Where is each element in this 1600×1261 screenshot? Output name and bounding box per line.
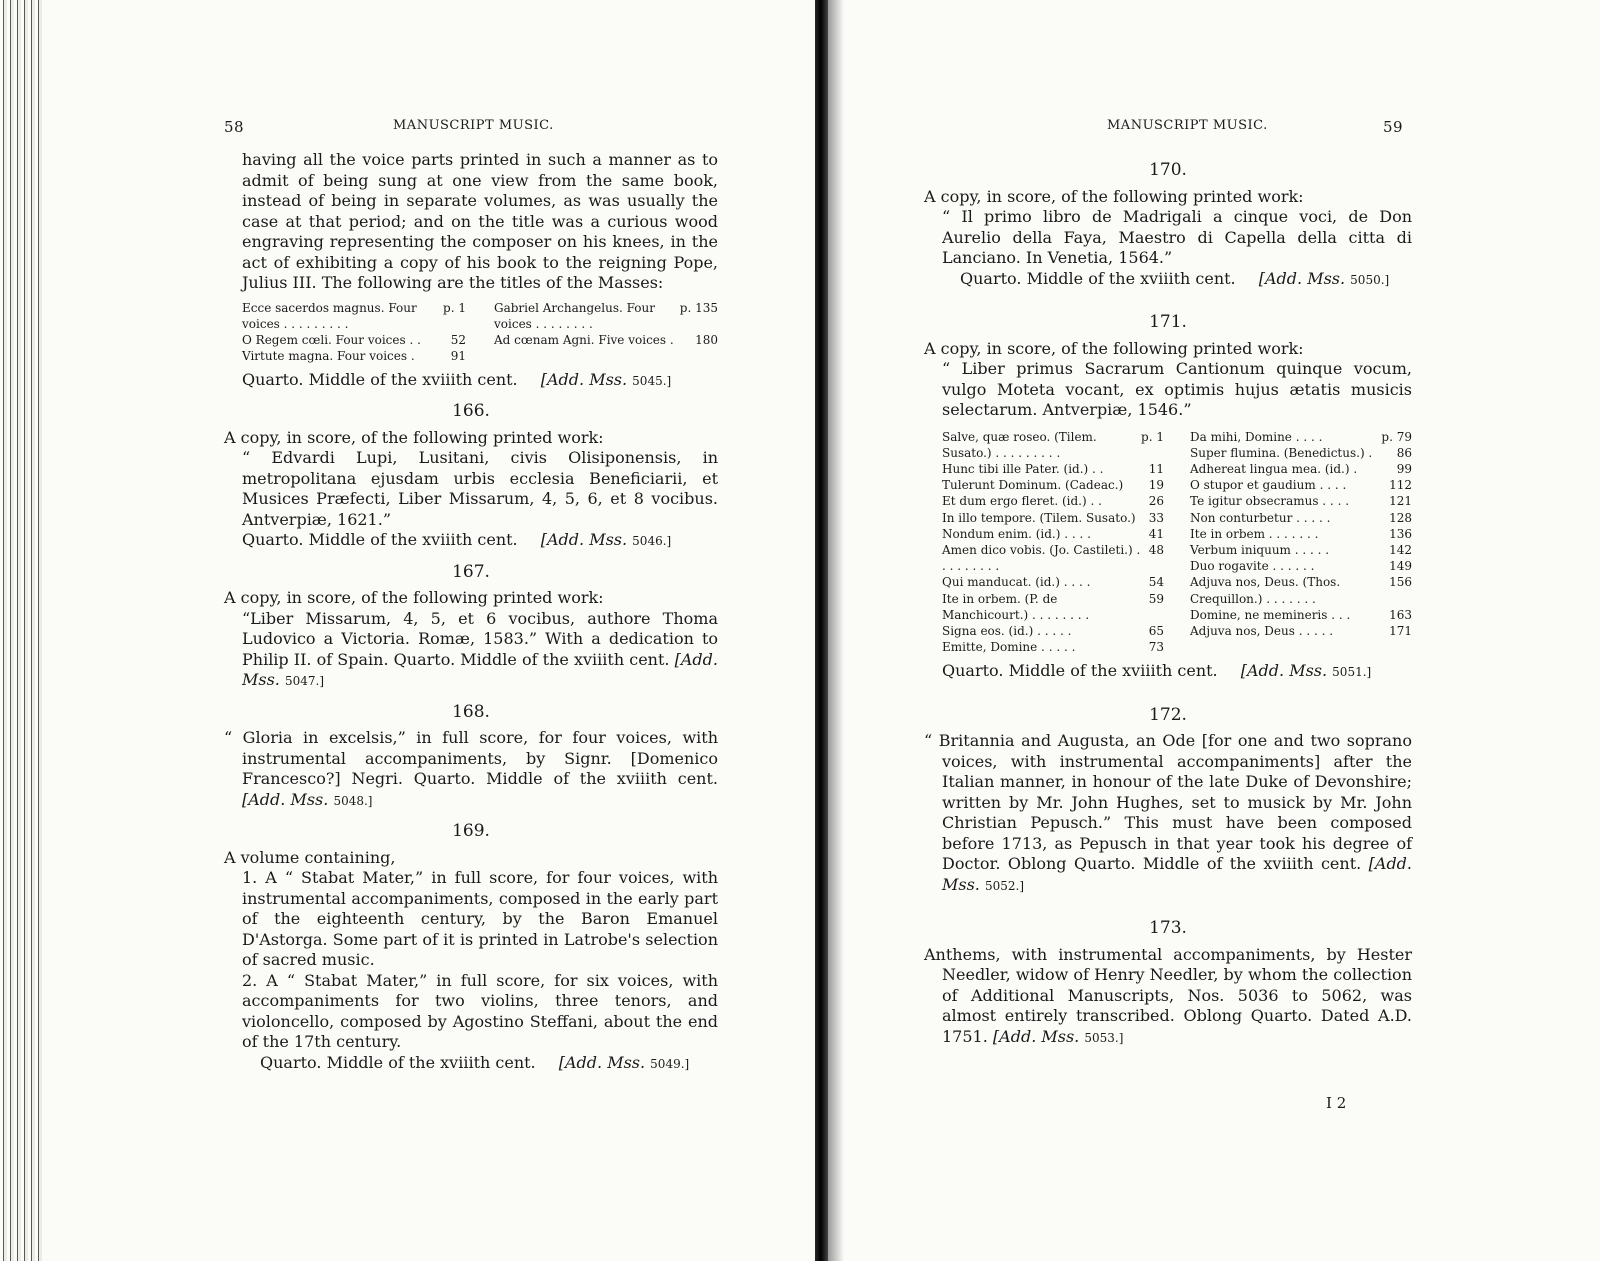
- ms-ref: [Add. Mss.: [242, 649, 718, 689]
- entry-number-168: 168.: [452, 701, 490, 722]
- cantio-title: Amen dico vobis. (Jo. Castileti.) . . . . . . . . .: [942, 542, 1141, 574]
- cantio-item: [942, 461, 1164, 477]
- cantio-title: Signa eos. (id.) . . . . .: [942, 623, 1072, 638]
- entry-quote: [224, 609, 718, 692]
- ms-ref: [Add. Mss.: [558, 1052, 646, 1072]
- cantio-item: [942, 429, 1164, 461]
- left-page-number: 58: [224, 118, 245, 136]
- mass-item: [242, 348, 466, 364]
- cantio-title: Hunc tibi ille Pater. (id.) . .: [942, 461, 1104, 476]
- cantio-item: [1190, 526, 1412, 542]
- mass-page: 52: [450, 332, 466, 347]
- cantiones-list: [924, 429, 1412, 656]
- cantio-page: 86: [1396, 445, 1412, 460]
- cantio-item: [942, 591, 1164, 623]
- cantio-page: 121: [1389, 494, 1412, 509]
- cantio-page: 59: [1148, 591, 1164, 606]
- page-edge-shadow: [0, 0, 42, 1261]
- cantio-page: 73: [1148, 640, 1164, 655]
- cantio-page: 33: [1148, 510, 1164, 525]
- closing-text: Quarto. Middle of the xviiith cent.: [242, 369, 518, 389]
- entry-lead: A copy, in score, of the following printed work:: [224, 427, 604, 447]
- cantio-page: 156: [1389, 575, 1412, 590]
- masses-list: [224, 300, 718, 364]
- entry-166: [224, 428, 718, 552]
- cantio-item: [1190, 493, 1412, 509]
- ms-ref-number: 5049.]: [650, 1056, 690, 1071]
- entry-number-173: 173.: [1149, 918, 1187, 939]
- closing-text: Quarto. Middle of the xviiith cent.: [260, 1052, 536, 1072]
- ms-ref-number: 5045.]: [632, 373, 672, 388]
- closing-text: Quarto. Middle of the xviiith cent.: [242, 530, 518, 549]
- entry-closing: [224, 530, 718, 552]
- cantio-item: [942, 623, 1164, 639]
- cantio-item: [942, 542, 1164, 574]
- cantio-title: Emitte, Domine . . . . .: [942, 640, 1076, 655]
- cantio-page: 136: [1389, 526, 1412, 541]
- cantio-title: Salve, quæ roseo. (Tilem. Susato.) . . . . . . . . .: [942, 429, 1097, 460]
- ms-ref-number: 5046.]: [632, 534, 672, 548]
- entry-quote: “ Il primo libro de Madrigali a cinque voci, de Don Aurelio della Faya, Maestro di Capella della citta di Lanciano. In Venetia, 1564.”: [942, 207, 1412, 267]
- cantio-title: In illo tempore. (Tilem. Susato.): [942, 510, 1136, 525]
- cantio-item: [942, 574, 1164, 590]
- mass-page: p. 135: [679, 300, 718, 315]
- cantio-page: 48: [1148, 542, 1164, 557]
- entry-text: “ Britannia and Augusta, an Ode [for one and two soprano voices, with instrumental accompaniments] after the Italian manner, in honour of the late Duke of Devonshire; written by Mr. John Hughes, set to musick by Mr. John Christian Pepusch.” This must have been composed before 1713, as Pepusch in that year took his degree of Doctor. Oblong Quarto. Middle of the xviiith cent.: [924, 731, 1412, 874]
- cantio-page: 19: [1148, 478, 1164, 493]
- cantio-title: Da mihi, Domine . . . .: [1190, 429, 1323, 444]
- cantio-title: Qui manducat. (id.) . . . .: [942, 575, 1091, 590]
- entry-168: [224, 728, 718, 811]
- cantio-item: [942, 493, 1164, 509]
- entry-171: [924, 339, 1412, 683]
- cantio-title: Adjuva nos, Deus. (Thos. Crequillon.) . . . . . . .: [1190, 575, 1341, 606]
- ms-ref: [Add. Mss.: [540, 369, 628, 389]
- ms-ref: [Add. Mss.: [1258, 268, 1346, 288]
- mass-title: Ad cœnam Agni. Five voices .: [494, 332, 674, 347]
- mass-item: [494, 332, 718, 348]
- ms-ref-number: 5047.]: [284, 674, 325, 688]
- mass-title: O Regem cœli. Four voices . .: [242, 332, 421, 347]
- cantio-title: Ite in orbem . . . . . . .: [1190, 526, 1319, 541]
- entry-number-172: 172.: [1149, 704, 1187, 725]
- mass-title: Ecce sacerdos magnus. Four voices . . . . . . . . .: [242, 300, 417, 331]
- cantio-page: 99: [1396, 461, 1412, 476]
- signature-mark: I 2: [1326, 1094, 1347, 1112]
- cantio-page: 112: [1389, 478, 1412, 493]
- ms-ref: [Add. Mss.: [242, 789, 329, 809]
- cantio-title: Te igitur obsecramus . . . .: [1190, 494, 1350, 509]
- masses-closing: [224, 370, 718, 392]
- entry-quote: “ Edvardi Lupi, Lusitani, civis Olisiponensis, in metropolitana ejusdam urbis ecclesia Beneficiarii, et Musices Præfecti, Liber Missarum, 4, 5, 6, et 8 vocibus. Antverpiæ, 1621.”: [242, 448, 718, 529]
- entry-quote-text: “Liber Missarum, 4, 5, et 6 vocibus, authore Thoma Ludovico a Victoria. Romæ, 1583.” With a dedication to Philip II. of Spain. Quarto. Middle of the xviiith cent.: [242, 608, 718, 669]
- entry-lead: A copy, in score, of the following printed work:: [924, 338, 1304, 358]
- entry-number-167: 167.: [452, 561, 490, 582]
- cantio-title: Et dum ergo fleret. (id.) . .: [942, 494, 1102, 509]
- entry-text: “ Gloria in excelsis,” in full score, for four voices, with instrumental accompaniments, by Signr. [Domenico Francesco?] Negri. Quarto. Middle of the xviiith cent.: [224, 728, 718, 788]
- entry-item-2: 2. A “ Stabat Mater,” in full score, for six voices, with accompaniments for two violins, three tenors, and violoncello, composed by Agostino Steffani, about the end of the 17th century.: [242, 970, 718, 1051]
- entry-closing: [924, 661, 1412, 683]
- page-gutter-shadow: [828, 0, 844, 1261]
- cantio-title: Super flumina. (Benedictus.) .: [1190, 445, 1373, 460]
- cantio-item: [1190, 623, 1412, 639]
- entry-closing: [924, 269, 1412, 291]
- closing-text: Quarto. Middle of the xviiith cent.: [942, 661, 1218, 681]
- ms-ref-number: 5051.]: [1332, 665, 1372, 680]
- ms-ref-number: 5050.]: [1350, 272, 1390, 287]
- ms-ref: [Add. Mss.: [992, 1026, 1080, 1046]
- cantio-title: Ite in orbem. (P. de Manchicourt.) . . . . . . . .: [942, 591, 1090, 622]
- cantio-page: 65: [1148, 623, 1164, 638]
- entry-lead: A copy, in score, of the following printed work:: [224, 588, 604, 607]
- cantio-title: Adhereat lingua mea. (id.) .: [1190, 461, 1358, 476]
- cantiones-col-right: [1190, 429, 1412, 656]
- cantio-title: Duo rogavite . . . . . .: [1190, 559, 1315, 574]
- ms-ref-number: 5048.]: [333, 793, 373, 808]
- cantio-title: Verbum iniquum . . . . .: [1190, 542, 1330, 557]
- entry-number-171: 171.: [1149, 312, 1187, 332]
- ms-ref-number: 5052.]: [984, 878, 1025, 893]
- cantio-item: [1190, 445, 1412, 461]
- ms-ref-number: 5053.]: [1084, 1030, 1124, 1045]
- entry-item-1: 1. A “ Stabat Mater,” in full score, for four voices, with instrumental accompaniments, composed in the early part of the eighteenth century, by the Baron Emanuel D'Astorga. Some part of it is printed in Latrobe's selection of sacred music.: [242, 868, 718, 969]
- right-column: [924, 160, 1412, 1048]
- cantio-title: Non conturbetur . . . . .: [1190, 510, 1331, 525]
- right-page: [828, 0, 1600, 1261]
- mass-title: Gabriel Archangelus. Four voices . . . . . . . .: [494, 300, 655, 331]
- mass-item-empty: [494, 348, 718, 364]
- cantiones-col-left: [942, 429, 1164, 656]
- mass-item: [242, 300, 466, 332]
- ms-ref: [Add. Mss.: [540, 530, 628, 549]
- cantio-title: O stupor et gaudium . . . .: [1190, 478, 1347, 493]
- entry-number-166: 166.: [452, 401, 490, 421]
- cantio-page: 142: [1389, 542, 1412, 557]
- right-page-number: 59: [1383, 118, 1404, 136]
- cantio-item: [1190, 574, 1412, 606]
- cantio-page: 149: [1389, 559, 1412, 574]
- ms-ref: [Add. Mss.: [1240, 661, 1328, 681]
- cantio-item: [942, 639, 1164, 655]
- entry-167: [224, 588, 718, 692]
- mass-title: Virtute magna. Four voices .: [242, 348, 415, 363]
- cantio-title: Adjuva nos, Deus . . . . .: [1190, 623, 1334, 638]
- entry-lead: A copy, in score, of the following printed work:: [924, 186, 1304, 206]
- closing-text: Quarto. Middle of the xviiith cent.: [960, 268, 1236, 288]
- cantio-item: [1190, 477, 1412, 493]
- cantio-item: [942, 477, 1164, 493]
- cantio-item: [942, 510, 1164, 526]
- cantio-page: 128: [1389, 510, 1412, 525]
- entry-number-169: 169.: [452, 821, 490, 841]
- entry-172: [924, 731, 1412, 896]
- left-column: [224, 150, 718, 1074]
- cantio-item: [1190, 607, 1412, 623]
- left-running-head: MANUSCRIPT MUSIC.: [393, 118, 554, 133]
- ms-ref: [Add. Mss.: [942, 854, 1413, 894]
- cantio-page: p. 1: [1141, 429, 1164, 444]
- mass-page: p. 1: [443, 300, 466, 315]
- cantio-item: [1190, 510, 1412, 526]
- cantio-page: 163: [1389, 607, 1412, 622]
- cantio-page: p. 79: [1381, 429, 1412, 444]
- right-running-head: MANUSCRIPT MUSIC.: [1107, 118, 1268, 133]
- entry-lead: A volume containing,: [224, 847, 396, 867]
- book-binding: [815, 0, 828, 1261]
- cantio-item: [1190, 429, 1412, 445]
- mass-item: [242, 332, 466, 348]
- cantio-page: 26: [1148, 494, 1164, 509]
- cantio-page: 41: [1148, 526, 1164, 541]
- cantio-item: [1190, 558, 1412, 574]
- mass-page: 91: [450, 348, 466, 363]
- entry-closing: [224, 1053, 718, 1075]
- entry-170: [924, 187, 1412, 291]
- cantio-item: [1190, 461, 1412, 477]
- cantio-page: 171: [1389, 623, 1412, 638]
- entry-number-170: 170.: [1149, 160, 1187, 180]
- entry-169: [224, 848, 718, 1075]
- entry-text: Anthems, with instrumental accompaniments, by Hester Needler, widow of Henry Needler, by whom the collection of Additional Manuscripts, Nos. 5036 to 5062, was almost entirely transcribed. Oblong Quarto. Dated A.D. 1751.: [924, 944, 1412, 1046]
- intro-paragraph: having all the voice parts printed in such a manner as to admit of being sung at one view from the same book, instead of being in separate volumes, as was usually the case at that period; and on the title was a curious wood engraving representing the composer on his knees, in the act of exhibiting a copy of his book to the reigning Pope, Julius III. The following are the titles of the Masses:: [242, 150, 718, 292]
- cantio-title: Tulerunt Dominum. (Cadeac.): [942, 478, 1124, 493]
- mass-item: [494, 300, 718, 332]
- mass-title: [494, 348, 718, 364]
- entry-quote: “ Liber primus Sacrarum Cantionum quinque vocum, vulgo Moteta vocant, ex optimis hujus ætatis musicis selectarum. Antverpiæ, 1546.”: [942, 359, 1412, 419]
- cantio-item: [942, 526, 1164, 542]
- cantio-page: 54: [1148, 575, 1164, 590]
- cantio-title: Nondum enim. (id.) . . . .: [942, 526, 1091, 541]
- cantio-title: Domine, ne memineris . . .: [1190, 607, 1351, 622]
- entry-173: [924, 945, 1412, 1049]
- mass-page: 180: [695, 332, 718, 347]
- cantio-page: 11: [1148, 461, 1164, 476]
- cantio-item: [1190, 542, 1412, 558]
